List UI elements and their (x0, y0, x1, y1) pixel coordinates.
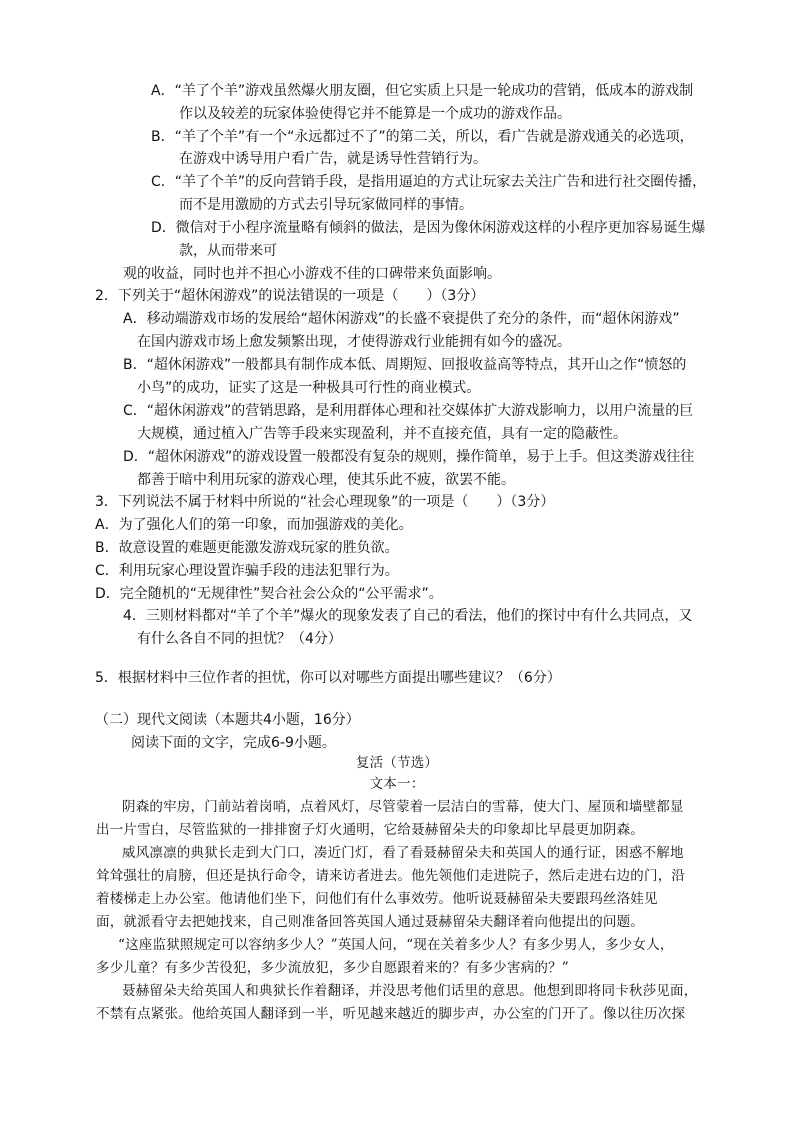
q2-option-a-line2: 在国内游戏市场上愈发频繁出现，才使得游戏行业能拥有如今的盛况。 (137, 334, 571, 350)
q2-option-d-line2: 都善于暗中利用玩家的游戏心理，使其乐此不疲，欲罢不能。 (137, 472, 515, 488)
q3-stem: 3．下列说法不属于材料中所说的“社会心理现象”的一项是（ ）（3分） (95, 494, 555, 510)
q2-option-d-line1: D．“超休闲游戏”的游戏设置一般都没有复杂的规则，操作简单，易于上手。但这类游戏往往 (123, 449, 695, 465)
q2-stem: 2．下列关于“超休闲游戏”的说法错误的一项是（ ）（3分） (95, 288, 485, 304)
paragraph-3-line-1: “这座监狱照规定可以容纳多少人？”英国人问，“现在关着多少人？有多少男人，多少女人， (118, 937, 674, 953)
q1-option-c-line1: C．“羊了个羊”的反向营销手段，是指用逼迫的方式让玩家去关注广告和进行社交圈传播， (151, 174, 707, 190)
paragraph-2-line-1: 威风凛凛的典狱长走到大门口，凑近门灯，看了看聂赫留朵夫和英国人的通行证，困惑不解地 (122, 845, 684, 861)
passage-title: 复活（节选） (355, 755, 439, 771)
q4-line2: 有什么各自不同的担忧？（4分） (137, 631, 342, 647)
q1-option-b-line1: B．“羊了个羊”有一个“永远都过不了”的第二关，所以，看广告就是游戏通关的必选项， (151, 129, 694, 145)
paragraph-2-line-3: 着楼梯走上办公室。他请他们坐下，问他们有什么事效劳。他听说聂赫留朵夫要跟玛丝洛娃见 (96, 891, 658, 907)
section-heading: （二）现代文阅读（本题共4小题，16分） (95, 712, 360, 728)
q1-option-c-line2: 而不是用激励的方式去引导玩家做同样的事情。 (179, 197, 473, 213)
q3-option-b: B．故意设置的难题更能激发游戏玩家的胜负欲。 (95, 540, 399, 556)
q4-line1: 4．三则材料都对“羊了个羊”爆火的现象发表了自己的看法，他们的探讨中有什么共同点，又 (123, 608, 693, 624)
passage-subtitle: 文本一： (369, 776, 425, 792)
q1-option-a-line1: A．“羊了个羊”游戏虽然爆火朋友圈，但它实质上只是一轮成功的营销，低成本的游戏制 (151, 83, 694, 99)
q1-option-a-line2: 作以及较差的玩家体验使得它并不能算是一个成功的游戏作品。 (179, 106, 571, 122)
q2-option-c-line2: 大规模，通过植入广告等手段来实现盈利，并不直接充值，具有一定的隐蔽性。 (137, 426, 627, 442)
paragraph-2-line-4: 面，就派看守去把她找来，自己则准备回答英国人通过聂赫留朵夫翻译着向他提出的问题。 (96, 914, 644, 930)
q2-option-c-line1: C．“超休闲游戏”的营销思路，是利用群体心理和社交媒体扩大游戏影响力，以用户流量的巨 (123, 403, 694, 419)
paragraph-1-line-2: 出一片雪白，尽管监狱的一排排窗子灯火通明，它给聂赫留朵夫的印象却比早晨更加阴森。 (96, 822, 644, 838)
q5-stem: 5．根据材料中三位作者的担忧，你可以对哪些方面提出哪些建议？（6分） (95, 670, 561, 686)
q2-option-a-line1: A．移动端游戏市场的发展给“超休闲游戏”的长盛不衰提供了充分的条件，而“超休闲游戏” (123, 311, 680, 327)
q1-option-d-line3: 观的收益，同时也并不担心小游戏不佳的口碑带来负面影响。 (123, 266, 501, 282)
paragraph-1-line-1: 阴森的牢房，门前站着岗哨，点着风灯，尽管蒙着一层洁白的雪幕，使大门、屋顶和墙壁都显 (122, 799, 684, 815)
section-instruction: 阅读下面的文字，完成6-9小题。 (131, 735, 336, 751)
paragraph-3-line-2: 多少儿童？有多少苦役犯，多少流放犯，多少自愿跟着来的？有多少害病的？” (96, 960, 569, 976)
q3-option-d: D．完全随机的“无规律性”契合社会公众的“公平需求”。 (95, 586, 443, 602)
q3-option-c: C．利用玩家心理设置诈骗手段的违法犯罪行为。 (95, 563, 399, 579)
paragraph-2-line-2: 耸耸强壮的肩膀，但还是执行命令，请来访者进去。他先领他们走进院子，然后走进右边的门，沿 (96, 868, 686, 884)
q1-option-d-line1: D．微信对于小程序流量略有倾斜的做法，是因为像休闲游戏这样的小程序更加容易诞生爆 (151, 220, 706, 236)
q2-option-b-line2: 小鸟”的成功，证实了这是一种极具可行性的商业模式。 (137, 380, 481, 396)
q2-option-b-line1: B．“超休闲游戏”一般都具有制作成本低、周期短、回报收益高等特点，其开山之作“愤怒的 (123, 357, 687, 373)
q1-option-b-line2: 在游戏中诱导用户看广告，就是诱导性营销行为。 (179, 151, 487, 167)
paragraph-4-line-2: 不禁有点紧张。他给英国人翻译到一半，听见越来越近的脚步声，办公室的门开了。像以往历次探 (96, 1006, 686, 1022)
q3-option-a: A．为了强化人们的第一印象，而加强游戏的美化。 (95, 517, 413, 533)
q1-option-d-line2: 款，从而带来可 (179, 243, 277, 259)
paragraph-4-line-1: 聂赫留朵夫给英国人和典狱长作着翻译，并没思考他们话里的意思。他想到即将同卡秋莎见面， (122, 983, 698, 999)
